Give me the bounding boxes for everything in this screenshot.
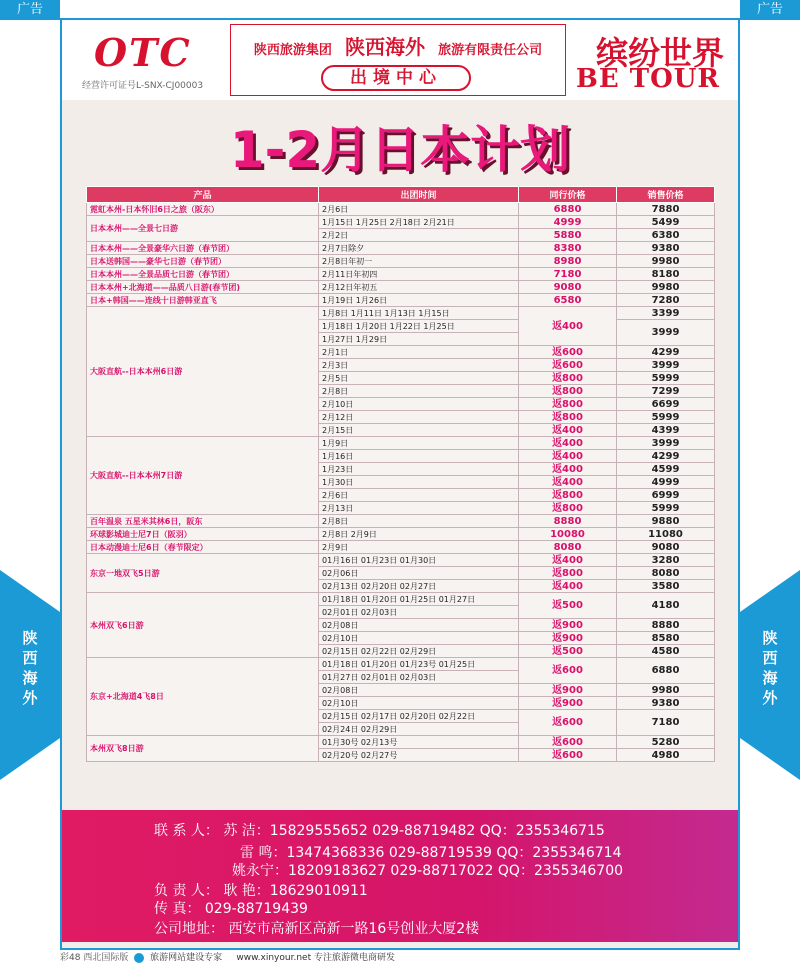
table-row [87, 268, 715, 281]
departure-cell: 02月08日 [319, 619, 519, 632]
sale-price-cell: 8180 [617, 268, 715, 281]
sale-price-cell: 4299 [617, 346, 715, 359]
otc-logo: OTC [94, 30, 192, 75]
peer-price-cell: 8380 [519, 242, 617, 255]
departure-cell: 2月3日 [319, 359, 519, 372]
sale-price-cell: 6880 [617, 658, 715, 684]
header [62, 20, 738, 100]
peer-price-cell: 返600 [519, 658, 617, 684]
ad-label-right: 广告 [740, 0, 800, 20]
departure-cell: 01月18日 01月20日 01月23号 01月25日 [319, 658, 519, 671]
sale-price-cell: 4999 [617, 476, 715, 489]
departure-cell: 01月27日 02月01日 02月03日 [319, 671, 519, 684]
peer-price-cell: 6880 [519, 203, 617, 216]
be-tour-cn-logo: 缤纷世界 [595, 34, 724, 72]
sale-price-cell: 7180 [617, 710, 715, 736]
product-cell: 日本本州+北海道——品质八日游(春节团) [87, 281, 319, 294]
table-row [87, 437, 715, 450]
departure-cell: 2月12日 [319, 411, 519, 424]
departure-cell: 2月11日年初四 [319, 268, 519, 281]
sale-price-cell: 3999 [617, 437, 715, 450]
sale-price-cell: 5999 [617, 411, 715, 424]
peer-price-cell: 8980 [519, 255, 617, 268]
departure-cell: 1月27日 1月29日 [319, 333, 519, 346]
sale-price-cell: 9380 [617, 242, 715, 255]
footer-slogan-left: 旅游网站建设专家 [150, 953, 223, 963]
sale-price-cell: 9080 [617, 541, 715, 554]
table-row [87, 203, 715, 216]
peer-price-cell: 5880 [519, 229, 617, 242]
sale-price-cell: 9380 [617, 697, 715, 710]
peer-price-cell: 返400 [519, 580, 617, 593]
peer-price-cell: 返600 [519, 749, 617, 762]
peer-price-cell: 9080 [519, 281, 617, 294]
sale-price-cell: 4399 [617, 424, 715, 437]
contact-line-3: 姚永宁：18209183627 029-88717022 QQ：2355346700 [232, 863, 624, 879]
sale-price-cell: 6380 [617, 229, 715, 242]
product-cell: 大阪直航--日本本州6日游 [87, 307, 319, 437]
product-cell: 大阪直航--日本本州7日游 [87, 437, 319, 515]
side-label-left: 陕 西 海 外 [22, 629, 38, 707]
peer-price-cell: 返900 [519, 697, 617, 710]
page-number: 彩48 西北国际版 [60, 953, 129, 963]
departure-cell: 2月8日 2月9日 [319, 528, 519, 541]
sale-price-cell: 7880 [617, 203, 715, 216]
sale-price-cell: 5999 [617, 502, 715, 515]
sale-price-cell: 8880 [617, 619, 715, 632]
peer-price-cell: 10080 [519, 528, 617, 541]
contact-address: 公司地址： 西安市高新区高新一路16号创业大厦2楼 [154, 921, 480, 937]
departure-cell: 2月9日 [319, 541, 519, 554]
product-cell: 日本动漫迪士尼6日（春节限定） [87, 541, 319, 554]
schedule-table [86, 186, 715, 762]
departure-cell: 2月10日 [319, 398, 519, 411]
departure-cell: 2月7日除夕 [319, 242, 519, 255]
sale-price-cell: 3999 [617, 320, 715, 346]
peer-price-cell: 返900 [519, 684, 617, 697]
departure-cell: 02月10日 [319, 632, 519, 645]
sale-price-cell: 4599 [617, 463, 715, 476]
departure-cell: 02月10日 [319, 697, 519, 710]
sale-price-cell: 9980 [617, 281, 715, 294]
product-cell: 东京一地双飞5日游 [87, 554, 319, 593]
contact-line-2: 雷 鸣：13474368336 029-88719539 QQ：2355346714 [240, 845, 622, 861]
departure-cell: 1月30日 [319, 476, 519, 489]
peer-price-cell: 返600 [519, 710, 617, 736]
departure-cell: 1月9日 [319, 437, 519, 450]
table-row [87, 515, 715, 528]
sale-price-cell: 3280 [617, 554, 715, 567]
table-row [87, 281, 715, 294]
contact-panel [62, 810, 738, 942]
license-number: 经营许可证号L-SNX-CJ00003 [82, 81, 204, 91]
sale-price-cell: 3399 [617, 307, 715, 320]
departure-cell: 2月8日年初一 [319, 255, 519, 268]
site-logo-icon [134, 953, 144, 963]
page-title: 1-2月日本计划 [229, 121, 571, 179]
footer [60, 950, 740, 966]
departure-cell: 02月01日 02月03日 [319, 606, 519, 619]
sale-price-cell: 6699 [617, 398, 715, 411]
peer-price-cell: 返400 [519, 554, 617, 567]
departure-cell: 2月5日 [319, 372, 519, 385]
sale-price-cell: 6999 [617, 489, 715, 502]
table-row [87, 554, 715, 567]
table-row [87, 736, 715, 749]
header-product: 产品 [87, 187, 319, 203]
departure-cell: 2月6日 [319, 489, 519, 502]
departure-cell: 2月1日 [319, 346, 519, 359]
peer-price-cell: 返400 [519, 307, 617, 346]
peer-price-cell: 返800 [519, 398, 617, 411]
contact-manager: 负 责 人： 耿 艳：18629010911 [154, 883, 368, 899]
table-row [87, 255, 715, 268]
peer-price-cell: 返800 [519, 567, 617, 580]
sale-price-cell: 11080 [617, 528, 715, 541]
peer-price-cell: 返900 [519, 619, 617, 632]
table-row [87, 294, 715, 307]
departure-cell: 1月23日 [319, 463, 519, 476]
departure-cell: 02月15日 02月22日 02月29日 [319, 645, 519, 658]
departure-cell: 01月18日 01月20日 01月25日 01月27日 [319, 593, 519, 606]
peer-price-cell: 8880 [519, 515, 617, 528]
sale-price-cell: 9980 [617, 255, 715, 268]
peer-price-cell: 返600 [519, 346, 617, 359]
sale-price-cell: 9880 [617, 515, 715, 528]
peer-price-cell: 返600 [519, 736, 617, 749]
departure-cell: 01月30号 02月13号 [319, 736, 519, 749]
departure-cell: 2月6日 [319, 203, 519, 216]
peer-price-cell: 返500 [519, 645, 617, 658]
departure-cell: 02月15日 02月17日 02月20日 02月22日 [319, 710, 519, 723]
table-row [87, 216, 715, 229]
peer-price-cell: 7180 [519, 268, 617, 281]
sale-price-cell: 7299 [617, 385, 715, 398]
departure-cell: 1月8日 1月11日 1月13日 1月15日 [319, 307, 519, 320]
peer-price-cell: 返500 [519, 593, 617, 619]
departure-cell: 2月2日 [319, 229, 519, 242]
product-cell: 环球影城迪士尼7日（阪羽） [87, 528, 319, 541]
peer-price-cell: 返800 [519, 502, 617, 515]
peer-price-cell: 返400 [519, 450, 617, 463]
header-sale-price: 销售价格 [617, 187, 715, 203]
departure-cell: 02月13日 02月20日 02月27日 [319, 580, 519, 593]
sale-price-cell: 8080 [617, 567, 715, 580]
product-cell: 本州双飞8日游 [87, 736, 319, 762]
peer-price-cell: 返400 [519, 476, 617, 489]
peer-price-cell: 返400 [519, 463, 617, 476]
peer-price-cell: 返800 [519, 411, 617, 424]
product-cell: 东京+北海道4飞8日 [87, 658, 319, 736]
peer-price-cell: 返800 [519, 489, 617, 502]
peer-price-cell: 4999 [519, 216, 617, 229]
sale-price-cell: 4180 [617, 593, 715, 619]
contact-fax: 传 真： 029-88719439 [154, 901, 308, 917]
footer-url[interactable]: www.xinyour.net [236, 953, 312, 963]
product-cell: 霓虹本州-日本怀旧6日之旅（阪东） [87, 203, 319, 216]
departure-cell: 1月19日 1月26日 [319, 294, 519, 307]
departure-cell: 2月12日年初五 [319, 281, 519, 294]
peer-price-cell: 返800 [519, 372, 617, 385]
table-row [87, 658, 715, 671]
sale-price-cell: 5280 [617, 736, 715, 749]
sale-price-cell: 4980 [617, 749, 715, 762]
departure-cell: 2月13日 [319, 502, 519, 515]
table-row [87, 242, 715, 255]
peer-price-cell: 6580 [519, 294, 617, 307]
peer-price-cell: 返800 [519, 385, 617, 398]
footer-slogan-right: 专注旅游微电商研发 [313, 953, 395, 963]
departure-cell: 02月20号 02月27号 [319, 749, 519, 762]
company-banner [230, 24, 566, 96]
departure-cell: 02月24日 02月29日 [319, 723, 519, 736]
sale-price-cell: 7280 [617, 294, 715, 307]
departure-cell: 02月08日 [319, 684, 519, 697]
sale-price-cell: 4580 [617, 645, 715, 658]
sale-price-cell: 3999 [617, 359, 715, 372]
department-name: 出境中心 [321, 65, 471, 91]
departure-cell: 02月06日 [319, 567, 519, 580]
departure-cell: 2月8日 [319, 515, 519, 528]
header-departure: 出团时间 [319, 187, 519, 203]
product-cell: 日本本州——全景七日游 [87, 216, 319, 242]
group-name: 陕西旅游集团 [253, 43, 332, 58]
sale-price-cell: 3580 [617, 580, 715, 593]
ad-label-left: 广告 [0, 0, 60, 20]
contact-line-1: 联 系 人： 苏 洁：15829555652 029-88719482 QQ：2355346715 [154, 823, 605, 839]
product-cell: 日本+韩国——连线十日游韩亚直飞 [87, 294, 319, 307]
peer-price-cell: 返400 [519, 424, 617, 437]
departure-cell: 2月8日 [319, 385, 519, 398]
product-cell: 百年温泉 五星米其林6日，阪东 [87, 515, 319, 528]
side-label-right: 陕 西 海 外 [762, 629, 778, 707]
sale-price-cell: 4299 [617, 450, 715, 463]
product-cell: 日本本州——全景品质七日游（春节团） [87, 268, 319, 281]
peer-price-cell: 返400 [519, 437, 617, 450]
brand-name: 陕西海外 [345, 35, 425, 59]
peer-price-cell: 8080 [519, 541, 617, 554]
table-row [87, 307, 715, 320]
departure-cell: 2月15日 [319, 424, 519, 437]
table-row [87, 541, 715, 554]
header-peer-price: 同行价格 [519, 187, 617, 203]
sale-price-cell: 5499 [617, 216, 715, 229]
table-row [87, 528, 715, 541]
table-header-row [87, 187, 715, 203]
departure-cell: 1月15日 1月25日 2月18日 2月21日 [319, 216, 519, 229]
table-row [87, 593, 715, 606]
company-name: 旅游有限责任公司 [438, 43, 543, 58]
be-tour-en-logo: BE TOUR [575, 64, 720, 94]
sale-price-cell: 9980 [617, 684, 715, 697]
peer-price-cell: 返600 [519, 359, 617, 372]
peer-price-cell: 返900 [519, 632, 617, 645]
product-cell: 日本本州——全景豪华六日游（春节团） [87, 242, 319, 255]
product-cell: 日本送韩国——豪华七日游（春节团） [87, 255, 319, 268]
sale-price-cell: 5999 [617, 372, 715, 385]
departure-cell: 1月18日 1月20日 1月22日 1月25日 [319, 320, 519, 333]
product-cell: 本州双飞6日游 [87, 593, 319, 658]
sale-price-cell: 8580 [617, 632, 715, 645]
departure-cell: 1月16日 [319, 450, 519, 463]
departure-cell: 01月16日 01月23日 01月30日 [319, 554, 519, 567]
